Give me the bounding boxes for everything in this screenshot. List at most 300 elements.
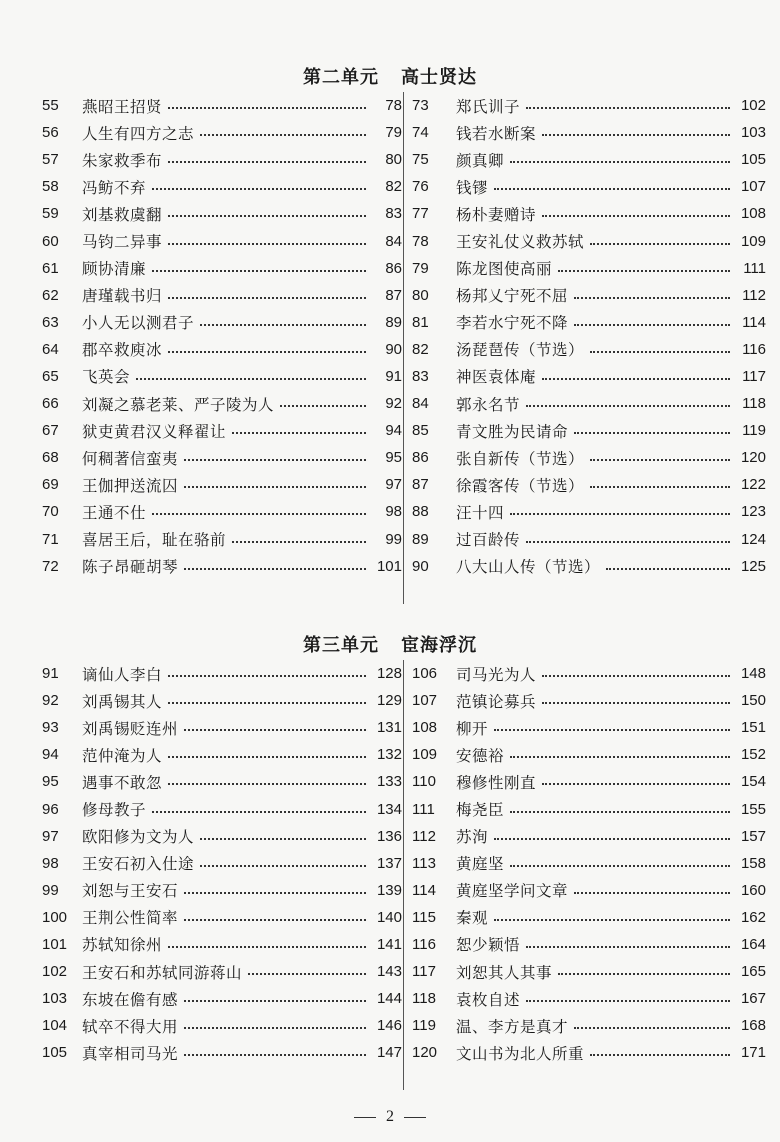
dot-leader (510, 810, 730, 813)
entry-page-number: 98 (385, 503, 402, 521)
entry-title: 遇事不敢忽 (82, 773, 163, 792)
entry-title: 燕昭王招贤 (82, 97, 163, 116)
entry-number: 120 (412, 1044, 438, 1062)
toc-entry (412, 309, 766, 336)
entry-title: 青文胜为民请命 (456, 422, 569, 441)
entry-number: 96 (42, 800, 59, 818)
toc-entry (42, 985, 402, 1012)
entry-page-number: 154 (740, 773, 766, 791)
entry-title: 刘凝之慕老莱、严子陵为人 (82, 395, 275, 414)
toc-entry (42, 309, 402, 336)
entry-page-number: 91 (385, 367, 402, 385)
toc-entry (412, 227, 766, 254)
entry-title: 郑氏训子 (456, 97, 521, 116)
page-footer (0, 1108, 780, 1126)
entry-number: 113 (412, 854, 436, 872)
entry-page-number: 116 (742, 340, 766, 358)
entry-number: 114 (412, 881, 436, 899)
toc-entry (412, 417, 766, 444)
entry-number: 119 (412, 1017, 436, 1035)
entry-page-number: 134 (376, 800, 402, 818)
entry-number: 60 (42, 232, 59, 250)
dot-leader (168, 674, 366, 677)
dot-leader (184, 485, 366, 488)
entry-title: 秦观 (456, 909, 489, 928)
entry-title: 安德裕 (456, 746, 505, 765)
entry-number: 78 (412, 232, 429, 250)
entry-page-number: 94 (385, 422, 402, 440)
dot-leader (184, 918, 366, 921)
entry-number: 69 (42, 476, 59, 494)
toc-entry (412, 768, 766, 795)
toc-entry (412, 877, 766, 904)
dot-leader (494, 187, 730, 190)
entry-number: 116 (412, 935, 436, 953)
dot-leader (590, 1053, 730, 1056)
entry-page-number: 147 (376, 1044, 402, 1062)
entry-page-number: 103 (740, 124, 766, 142)
toc-entry (42, 255, 402, 282)
page-number: 2 (386, 1108, 394, 1125)
entry-title: 欧阳修为文为人 (82, 828, 195, 847)
entry-title: 八大山人传（节选） (456, 558, 601, 577)
entry-number: 56 (42, 124, 59, 142)
entry-title: 唐瑾载书归 (82, 287, 163, 306)
entry-title: 王伽押送流囚 (82, 476, 179, 495)
entry-title: 轼卒不得大用 (82, 1017, 179, 1036)
toc-entry (42, 553, 402, 580)
entry-title: 汪十四 (456, 503, 505, 522)
entry-title: 陈子昂砸胡琴 (82, 558, 179, 577)
entry-page-number: 152 (740, 746, 766, 764)
entry-number: 86 (412, 449, 429, 467)
dot-leader (526, 404, 730, 407)
entry-title: 梅尧臣 (456, 801, 505, 820)
entry-title: 徐霞客传（节选） (456, 476, 585, 495)
dot-leader (168, 782, 366, 785)
dot-leader (574, 296, 730, 299)
entry-title: 柳开 (456, 719, 489, 738)
dot-leader (200, 323, 366, 326)
toc-entry (42, 200, 402, 227)
toc-entry (412, 173, 766, 200)
dot-leader (168, 106, 366, 109)
entry-number: 68 (42, 449, 59, 467)
entry-page-number: 168 (740, 1017, 766, 1035)
dot-leader (574, 323, 730, 326)
dot-leader (232, 540, 366, 543)
entry-page-number: 125 (740, 557, 766, 575)
toc-entry (412, 471, 766, 498)
entry-page-number: 119 (742, 422, 766, 440)
entry-page-number: 165 (740, 963, 766, 981)
entry-title: 冯鲂不弃 (82, 178, 147, 197)
entry-number: 91 (42, 665, 59, 683)
entry-number: 70 (42, 503, 59, 521)
entry-page-number: 102 (740, 97, 766, 115)
entry-number: 66 (42, 395, 59, 413)
toc-entry (412, 498, 766, 525)
entry-title: 刘恕其人其事 (456, 963, 553, 982)
entry-title: 真宰相司马光 (82, 1044, 179, 1063)
dot-leader (248, 972, 366, 975)
entry-number: 104 (42, 1017, 68, 1035)
entry-title: 刘禹锡其人 (82, 692, 163, 711)
entry-title: 穆修性刚直 (456, 773, 537, 792)
toc-entry (412, 282, 766, 309)
dot-leader (510, 864, 730, 867)
entry-number: 93 (42, 719, 59, 737)
dot-leader (526, 540, 730, 543)
entry-number: 72 (42, 557, 59, 575)
entry-title: 王安石初入仕途 (82, 855, 195, 874)
toc-entry (42, 741, 402, 768)
entry-page-number: 86 (385, 259, 402, 277)
entry-number: 87 (412, 476, 429, 494)
entry-number: 95 (42, 773, 59, 791)
entry-title: 过百龄传 (456, 531, 521, 550)
dot-leader (152, 512, 366, 515)
entry-page-number: 146 (376, 1017, 402, 1035)
column-divider (403, 92, 404, 604)
toc-entry (412, 904, 766, 931)
entry-page-number: 83 (385, 205, 402, 223)
unit-2-label: 第二单元 (303, 67, 379, 88)
entry-number: 108 (412, 719, 438, 737)
toc-entry (412, 553, 766, 580)
toc-entry (42, 92, 402, 119)
entry-number: 109 (412, 746, 438, 764)
entry-number: 106 (412, 665, 438, 683)
entry-title: 喜居王后，耻在骆前 (82, 531, 227, 550)
entry-page-number: 129 (376, 692, 402, 710)
entry-number: 73 (412, 97, 429, 115)
entry-number: 83 (412, 367, 429, 385)
toc-entry (412, 985, 766, 1012)
entry-page-number: 123 (740, 503, 766, 521)
entry-number: 111 (412, 800, 435, 818)
dot-leader (168, 160, 366, 163)
toc-entry (42, 714, 402, 741)
toc-entry (42, 823, 402, 850)
entry-page-number: 144 (376, 990, 402, 1008)
dot-leader (590, 485, 730, 488)
toc-entry (412, 1012, 766, 1039)
toc-entry (412, 850, 766, 877)
toc-entry (412, 92, 766, 119)
entry-number: 97 (42, 827, 59, 845)
entry-number: 58 (42, 178, 59, 196)
toc-entry (412, 823, 766, 850)
entry-title: 谪仙人李白 (82, 665, 163, 684)
dot-leader (510, 512, 730, 515)
toc-entry (412, 1039, 766, 1066)
entry-page-number: 131 (376, 719, 402, 737)
dot-leader (494, 728, 730, 731)
entry-number: 76 (412, 178, 429, 196)
entry-number: 105 (42, 1044, 68, 1062)
entry-number: 64 (42, 340, 59, 358)
entry-number: 98 (42, 854, 59, 872)
entry-number: 89 (412, 530, 429, 548)
dot-leader (200, 133, 366, 136)
entry-number: 107 (412, 692, 438, 710)
toc-entry (42, 444, 402, 471)
entry-title: 郡卒救庾冰 (82, 341, 163, 360)
dot-leader (542, 214, 730, 217)
entry-title: 苏洵 (456, 828, 489, 847)
dot-leader (200, 837, 366, 840)
entry-number: 74 (412, 124, 429, 142)
entry-title: 张自新传（节选） (456, 449, 585, 468)
toc-entry (42, 227, 402, 254)
unit-3-right-column (412, 660, 766, 1066)
unit-3-name: 宦海浮沉 (401, 635, 477, 656)
toc-entry (42, 877, 402, 904)
entry-page-number: 84 (385, 232, 402, 250)
dot-leader (606, 567, 730, 570)
entry-number: 81 (412, 313, 429, 331)
unit-2-right-column (412, 92, 766, 580)
toc-entry (42, 119, 402, 146)
entry-page-number: 108 (740, 205, 766, 223)
entry-title: 文山书为北人所重 (456, 1044, 585, 1063)
entry-number: 94 (42, 746, 59, 764)
dot-leader (574, 431, 730, 434)
toc-entry (412, 336, 766, 363)
entry-page-number: 136 (376, 827, 402, 845)
entry-title: 王荆公性简率 (82, 909, 179, 928)
unit-2-left-column (42, 92, 402, 580)
toc-entry (42, 958, 402, 985)
entry-page-number: 107 (740, 178, 766, 196)
entry-page-number: 90 (385, 340, 402, 358)
dot-leader (574, 1026, 730, 1029)
dot-leader (542, 701, 730, 704)
toc-entry (412, 795, 766, 822)
toc-entry (412, 958, 766, 985)
dot-leader (494, 918, 730, 921)
entry-title: 苏轼知徐州 (82, 936, 163, 955)
unit-2-name: 高士贤达 (401, 67, 477, 88)
entry-page-number: 128 (376, 665, 402, 683)
dot-leader (152, 810, 366, 813)
entry-title: 钱镠 (456, 178, 489, 197)
entry-title: 东坡在儋有感 (82, 990, 179, 1009)
entry-title: 朱家救季布 (82, 151, 163, 170)
entry-page-number: 82 (385, 178, 402, 196)
entry-number: 71 (42, 530, 59, 548)
dot-leader (168, 296, 366, 299)
toc-entry (412, 146, 766, 173)
dot-leader (168, 350, 366, 353)
dot-leader (542, 133, 730, 136)
entry-title: 神医袁体庵 (456, 368, 537, 387)
dot-leader (542, 782, 730, 785)
toc-entry (42, 931, 402, 958)
dot-leader (168, 755, 366, 758)
dot-leader (494, 837, 730, 840)
dot-leader (526, 999, 730, 1002)
toc-entry (42, 173, 402, 200)
entry-title: 刘基救虞翻 (82, 205, 163, 224)
entry-number: 88 (412, 503, 429, 521)
toc-entry (412, 526, 766, 553)
toc-entry (42, 768, 402, 795)
entry-page-number: 109 (740, 232, 766, 250)
toc-entry (42, 795, 402, 822)
dot-leader (558, 269, 730, 272)
entry-page-number: 140 (376, 908, 402, 926)
entry-number: 55 (42, 97, 59, 115)
entry-title: 汤琵琶传（节选） (456, 341, 585, 360)
entry-title: 狱吏黄君汉义释翟让 (82, 422, 227, 441)
dot-leader (184, 891, 366, 894)
toc-entry (42, 660, 402, 687)
entry-title: 范镇论募兵 (456, 692, 537, 711)
dot-leader (184, 567, 366, 570)
toc-entry (412, 200, 766, 227)
toc-entry (42, 390, 402, 417)
dot-leader (168, 214, 366, 217)
entry-page-number: 148 (740, 665, 766, 683)
toc-entry (42, 498, 402, 525)
entry-title: 刘禹锡贬连州 (82, 719, 179, 738)
entry-title: 王安礼仗义救苏轼 (456, 233, 585, 252)
entry-title: 黄庭坚 (456, 855, 505, 874)
entry-title: 小人无以测君子 (82, 314, 195, 333)
entry-title: 刘恕与王安石 (82, 882, 179, 901)
entry-page-number: 139 (376, 881, 402, 899)
entry-page-number: 118 (742, 395, 766, 413)
unit-3-heading (0, 631, 780, 657)
entry-title: 司马光为人 (456, 665, 537, 684)
dot-leader (510, 160, 730, 163)
entry-page-number: 143 (376, 963, 402, 981)
entry-title: 李若水宁死不降 (456, 314, 569, 333)
unit-3-left-column (42, 660, 402, 1066)
entry-title: 颜真卿 (456, 151, 505, 170)
entry-page-number: 97 (385, 476, 402, 494)
toc-entry (42, 471, 402, 498)
entry-title: 黄庭坚学问文章 (456, 882, 569, 901)
toc-entry (42, 687, 402, 714)
entry-number: 117 (412, 963, 436, 981)
toc-entry (412, 390, 766, 417)
toc-entry (412, 119, 766, 146)
dot-leader (526, 945, 730, 948)
toc-entry (412, 255, 766, 282)
entry-number: 61 (42, 259, 59, 277)
dot-leader (168, 701, 366, 704)
entry-page-number: 155 (740, 800, 766, 818)
toc-entry (42, 904, 402, 931)
entry-title: 人生有四方之志 (82, 124, 195, 143)
entry-page-number: 160 (740, 881, 766, 899)
entry-number: 59 (42, 205, 59, 223)
column-divider (403, 660, 404, 1090)
entry-number: 63 (42, 313, 59, 331)
dot-leader (168, 242, 366, 245)
entry-number: 65 (42, 367, 59, 385)
entry-page-number: 120 (740, 449, 766, 467)
dot-leader (152, 269, 366, 272)
entry-number: 75 (412, 151, 429, 169)
toc-entry (42, 850, 402, 877)
entry-page-number: 80 (385, 151, 402, 169)
entry-page-number: 114 (742, 313, 766, 331)
entry-title: 杨邦乂宁死不屈 (456, 287, 569, 306)
dot-leader (136, 377, 366, 380)
entry-title: 飞英会 (82, 368, 131, 387)
entry-page-number: 95 (385, 449, 402, 467)
entry-number: 62 (42, 286, 59, 304)
toc-entry (412, 363, 766, 390)
dot-leader (184, 728, 366, 731)
entry-page-number: 158 (740, 854, 766, 872)
toc-entry (42, 146, 402, 173)
unit-2-heading (0, 63, 780, 89)
entry-number: 77 (412, 205, 429, 223)
entry-page-number: 112 (742, 286, 766, 304)
entry-title: 王通不仕 (82, 503, 147, 522)
entry-number: 92 (42, 692, 59, 710)
entry-title: 温、李方是真才 (456, 1017, 569, 1036)
entry-page-number: 78 (385, 97, 402, 115)
entry-page-number: 132 (376, 746, 402, 764)
entry-page-number: 164 (740, 935, 766, 953)
entry-number: 103 (42, 990, 68, 1008)
entry-number: 102 (42, 963, 68, 981)
entry-page-number: 111 (743, 259, 766, 277)
entry-number: 110 (412, 773, 436, 791)
dot-leader (542, 377, 730, 380)
dot-leader (558, 972, 730, 975)
dot-leader (590, 350, 730, 353)
entry-number: 112 (412, 827, 436, 845)
entry-number: 57 (42, 151, 59, 169)
entry-number: 100 (42, 908, 68, 926)
dot-leader (574, 891, 730, 894)
entry-page-number: 122 (740, 476, 766, 494)
entry-page-number: 79 (385, 124, 402, 142)
entry-title: 钱若水断案 (456, 124, 537, 143)
dot-leader (168, 945, 366, 948)
dot-leader (590, 458, 730, 461)
entry-page-number: 151 (740, 719, 766, 737)
entry-page-number: 150 (740, 692, 766, 710)
entry-number: 99 (42, 881, 59, 899)
entry-title: 袁枚自述 (456, 990, 521, 1009)
entry-title: 陈龙图使高丽 (456, 260, 553, 279)
entry-page-number: 89 (385, 313, 402, 331)
entry-page-number: 167 (740, 990, 766, 1008)
entry-title: 范仲淹为人 (82, 746, 163, 765)
entry-title: 何稠著信蛮夷 (82, 449, 179, 468)
dot-leader (200, 864, 366, 867)
entry-page-number: 137 (376, 854, 402, 872)
toc-entry (412, 931, 766, 958)
toc-entry (412, 687, 766, 714)
entry-number: 101 (42, 935, 68, 953)
entry-page-number: 171 (740, 1044, 766, 1062)
entry-title: 马钧二异事 (82, 233, 163, 252)
dot-leader (590, 242, 730, 245)
entry-number: 82 (412, 340, 429, 358)
entry-page-number: 117 (742, 367, 766, 385)
entry-page-number: 87 (385, 286, 402, 304)
entry-number: 80 (412, 286, 429, 304)
